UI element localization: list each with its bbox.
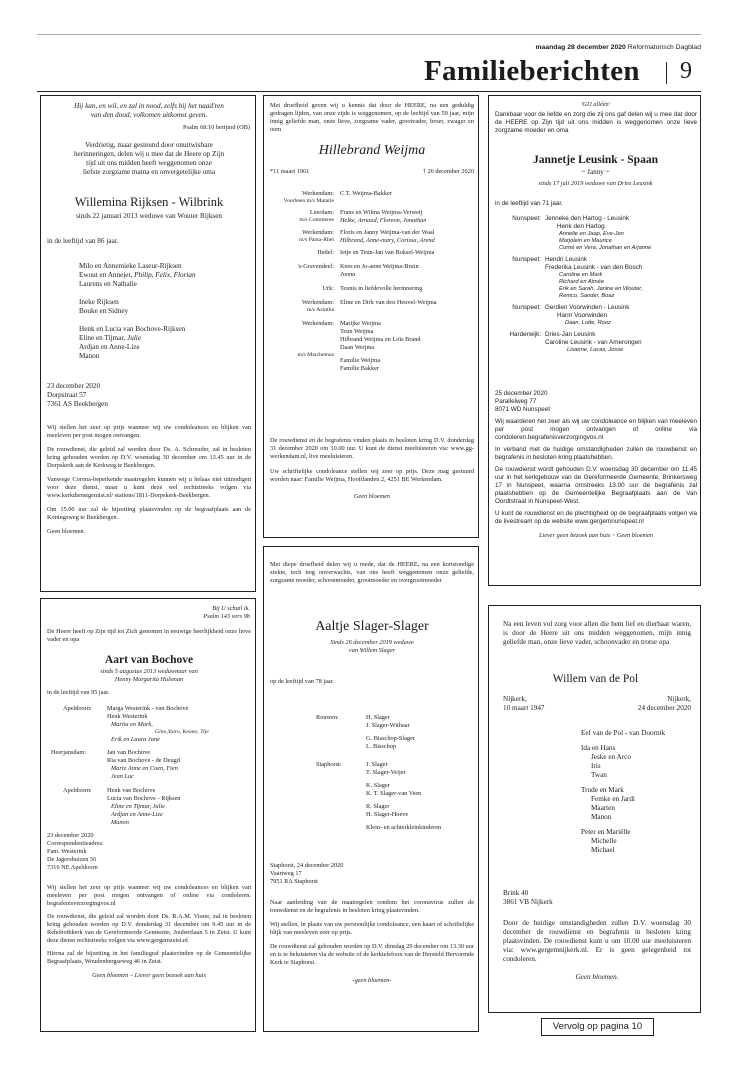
notice-willem [488, 605, 701, 1013]
address-line: 8071 WD Nunspeet [495, 406, 550, 413]
birth-date: *11 maart 1961 [270, 168, 310, 175]
header-date-line [440, 44, 701, 51]
family-line: Jeske en Arco [591, 753, 631, 761]
family-line: Femke en Jardi [591, 795, 635, 803]
family-group [107, 705, 253, 744]
deceased-name: Hillebrand Weijma [318, 143, 426, 158]
closing-note: Geen bloemen [353, 493, 391, 500]
family-line: K. T. Slager-van Veen [366, 790, 422, 797]
place-label: Harderwijk: [509, 331, 541, 338]
family-line: Familie Bakker [340, 365, 379, 372]
intro-line-3: tijd uit ons midden heeft weggenomen onze [86, 159, 212, 167]
notice-aart [40, 598, 256, 1032]
paragraph: Naar aanleiding van de maatregelen rondom het coronavirus zullen de rouwdienst en de begrafenis in besloten kring plaatsvinden. [270, 899, 474, 914]
family-line: Marie Anne en Coen, Fien [111, 765, 178, 772]
ship-label: Voorheen m/s Mutatie [283, 198, 334, 204]
place-label: Werkendam: [301, 229, 334, 236]
address-line: Dorpstraat 57 [47, 391, 87, 399]
family-line [79, 334, 254, 343]
notice-intro [47, 141, 251, 177]
subtitle-line: sinds 5 augustus 2013 weduwnaar van [100, 668, 198, 675]
header-rule [37, 91, 701, 92]
deceased-name: Aart van Bochove [104, 654, 194, 666]
family-name: Eline en Tijmar, [79, 334, 126, 342]
family-line: Jenneke den Hartog - Leusink [545, 215, 630, 222]
subtitle-line: Henny Margarita Hulsman [114, 676, 184, 683]
header-paper: Reformatorisch Dagblad [627, 44, 701, 51]
page-number: 9 [680, 58, 692, 84]
family-line: Daan Weijma [340, 344, 375, 351]
family-line [340, 285, 422, 293]
title-divider [666, 62, 667, 84]
address-line: 7951 RA Staphorst [270, 878, 318, 885]
death-date: † 26 december 2020 [422, 168, 474, 175]
family-line: Harm Voorwinden [557, 312, 608, 319]
paragraph: De rouwdienst zal gehouden worden op D.V. dinsdag 29 december om 13.30 uur en is te beluisteren via de website of de kerktelefoon van de Hersteld Hervormde Kerk te Staphorst. [270, 943, 474, 966]
family-line: Caroline Leusink - van Amerongen [545, 339, 642, 346]
address [503, 889, 553, 907]
notice-text [503, 919, 691, 982]
family-line: Helke, Arnoud, Floreon, Jonathan [340, 217, 427, 224]
family-row [493, 304, 701, 327]
place-label: Heerjansdam: [51, 749, 86, 756]
family-row [268, 190, 476, 205]
notice-text [495, 418, 697, 540]
notice-text [270, 437, 474, 501]
family-line: Ida en Hans [581, 744, 616, 752]
family-row [493, 215, 701, 252]
family-line: H. Slager-Hoeve [366, 811, 409, 818]
family-name: Ewout en Annejet, [79, 271, 133, 279]
family-line: G. Bisschop-Slager [366, 735, 415, 742]
family-group [107, 749, 253, 781]
closing-note: Geen bloemen. [575, 973, 619, 981]
family-line: Corné en Vera, Jonathan en Arjanne [559, 245, 652, 251]
family-line: Frans en Wilma Weijma-Verweij [340, 209, 423, 216]
family-table [493, 215, 701, 354]
family-line: Hilbrand Weijma en Loïs Brand [340, 336, 421, 343]
address-line: De Jagershuizen 56 [47, 856, 97, 863]
family-line: Michelle [591, 837, 617, 845]
family-line: Ietje en Teun-Jan van Boksel-Weijma [340, 249, 435, 256]
family-line: Dries-Jan Leusink [545, 331, 596, 338]
address [270, 862, 343, 886]
address [495, 390, 550, 414]
notice-text [270, 899, 474, 985]
address-line: Correspondentieadres: [47, 840, 104, 847]
family-row [268, 229, 476, 245]
address-line: 23 december 2020 [47, 382, 101, 390]
family-line: Lucia van Bochove - Rijksen [107, 795, 181, 802]
family-line: Henk Westerink [107, 713, 148, 720]
family-line: Iris [591, 762, 601, 770]
notice-text [47, 884, 251, 980]
family-line: Gino,Yairo, Keano, Tije [155, 729, 209, 735]
place-label: Nunspeet: [512, 256, 541, 263]
family-row [268, 299, 476, 314]
family-line: Eline en Dirk van den Heuvel-Weijma [340, 299, 437, 306]
family-line: Daan, Lotte, Rooz [565, 320, 611, 326]
family-line: Erik en Sarah, Janine en Wouter, [559, 286, 643, 292]
family-line: Manon [591, 813, 612, 821]
family-line: Annelie en Jaap, Eve-Jen [559, 231, 624, 237]
family-line: Hendri Leusink [545, 256, 588, 263]
family-line: Familie Weijma [340, 357, 381, 364]
deceased-subtitle [45, 668, 253, 684]
continued-on-page-link[interactable] [541, 1018, 654, 1036]
family-line: Marijke Weijma [340, 320, 381, 327]
family-row [268, 263, 476, 279]
family-line: Lisanne, Lucas, Josse [567, 347, 624, 353]
deceased-name: Willemina Rijksen - Wilbrink [74, 195, 224, 209]
notice-jannetje [488, 95, 701, 586]
quote-reference: Psalm 68:10 berijmd (OB) [183, 124, 250, 131]
notice-intro: Dankbaar voor de liefde en zorg die zij ons gaf delen wij u mee dat door de HEERE op Zijn tijd uit ons midden is weggenomen onze lieve zorgzame moeder en oma [495, 111, 697, 134]
death-info [589, 695, 691, 713]
closing-note: Geen bloemen – Liever geen bezoek aan huis [92, 972, 206, 979]
birth-place: Nijkerk, [503, 695, 527, 703]
family-line: Ardjan en Anne-Lize [79, 343, 140, 351]
family-line: Michael [591, 846, 615, 854]
family-row [268, 209, 476, 225]
deceased-age: in de leeftijd van 95 jaar. [47, 689, 110, 696]
family-line: Henk en Lucia van Bochove-Rijksen [79, 325, 186, 333]
place-label: Werkendam: [301, 190, 334, 197]
quote-line-2: Psalm 143 vers 9b [203, 613, 250, 620]
family-line: Richard en Aimée [559, 279, 604, 285]
paragraph: In verband met de huidige omstandigheden zullen de rouwdienst en begrafenis in besloten kring plaatshebben. [495, 446, 697, 461]
family-line: J. Slager [366, 761, 388, 768]
family-line: Ria van Bochove - de Deugd [107, 757, 180, 764]
place-label: Werkendam: [301, 320, 334, 327]
ship-label: m/s Commeree [299, 217, 334, 223]
closing-note: Geen bloemen. [47, 528, 86, 535]
place-label: Staphorst: [316, 761, 342, 768]
address-line: 7316 NE Apeldoorn [47, 864, 98, 871]
intro-line-1: Verdrietig, maar gesteund door onuitwisbare [85, 141, 213, 149]
address-line: Fam. Westerink [47, 848, 87, 855]
family-line: Ineke Rijksen [79, 298, 119, 306]
intro-line-2: herinneringen, delen wij u mee dat de Heere op Zijn [73, 150, 225, 158]
deceased-age: op de leeftijd van 78 jaar. [270, 678, 334, 685]
deceased-nickname: ~ Janny ~ [581, 168, 610, 176]
deceased-age: in de leeftijd van 71 jaar. [495, 200, 563, 207]
notice-quote [47, 102, 251, 120]
address-line: Brink 40 [503, 889, 529, 897]
notice-text [47, 424, 251, 536]
family-line [79, 271, 254, 280]
deceased-name: Willem van de Pol [552, 673, 639, 685]
quote-line-2: van den dood, volkomen uitkomst geven. [90, 111, 208, 119]
family-line: Eline en Tijmar, Julie [111, 803, 165, 810]
deceased-name: Aaltje Slager-Slager [315, 619, 429, 634]
deceased-age: in de leeftijd van 86 jaar. [47, 237, 119, 245]
address-line: Parallelweg 77 [495, 398, 537, 405]
deceased-subtitle [268, 639, 476, 655]
family-line: Marita en Mark, [111, 721, 153, 728]
family-line: Floris en Janny Weijma-van der Waal [340, 229, 435, 236]
paragraph: Wij stellen het zeer op prijs wanneer wij uw condoleances en blijken van meeleven per post mogen ontvangen. [47, 424, 251, 439]
address-line: 7361 AS Beekbergen [47, 400, 108, 408]
address-line: Staphorst, 24 december 2020 [270, 862, 344, 869]
family-line: Marga Westerink - van Bochove [107, 705, 189, 712]
family-line: Jean Luc [111, 773, 134, 780]
notice-intro: De Heere heeft op Zijn tijd tot Zich genomen in eeuwige heerlijkheid onze lieve vader en opa [47, 628, 251, 643]
birth-info [503, 695, 545, 713]
paragraph: Vanwege Corona-beperkende maatregelen kunnen wij u helaas niet uitnodigen voor deze dienst, maar u kunt deze wel rechtstreeks volgen via www.kerkdienstgemist.nl/ stations/1811-Dorpskerk-Beekbergen. [47, 476, 251, 499]
family-row [268, 285, 476, 293]
family-line: Twan [591, 771, 607, 779]
family-line: Teun Weijma [340, 328, 374, 335]
family-name: Teunis in liefdevolle herinnering [340, 285, 423, 292]
address-line: 3861 VB Nijkerk [503, 898, 553, 906]
paragraph: Wij stellen, in plaats van uw persoonlijke condoleance, een kaart of schriftelijke blijk van meeleven zeer op prijs. [270, 921, 474, 936]
address [47, 832, 104, 872]
closing-note: -geen bloemen- [352, 977, 392, 984]
section-title: Familieberichten [424, 55, 640, 87]
family-group [366, 714, 476, 751]
place-label: Urk: [322, 285, 334, 292]
family-line: C.T. Weijma-Bakker [340, 190, 392, 197]
place-label: Nunspeet: [512, 215, 541, 222]
ship-label: m/s Panta-Rhei [299, 237, 334, 243]
header-date: maandag 28 december 2020 [535, 44, 626, 51]
place-label: Apeldoorn: [63, 705, 92, 712]
family-line: Marjolein en Maurice [559, 238, 612, 244]
birth-date: 10 maart 1947 [503, 704, 545, 712]
family-line: Manon [79, 352, 100, 360]
family-line: Caroline en Mark [559, 272, 603, 278]
family-row [493, 331, 701, 354]
family-row [268, 249, 476, 257]
quote-line-1: Bij U schuil ik. [212, 605, 250, 612]
place-label: Hedel: [317, 249, 334, 256]
family-line: Laurens en Nathalie [79, 280, 137, 288]
family-line: Erik en Laura Jane [111, 736, 160, 743]
paragraph: Wij stellen het zeer op prijs wanneer wij uw condoleances en blijken van meeleven per post mogen ontvangen of online via condoleren. begrafenisverzorgingvos.nl [47, 884, 251, 907]
paragraph: Om 15.00 uur zal de bijzetting plaatsvinden op de begraafplaats aan de Koningsweg te Beekbergen. [47, 506, 251, 521]
intro-line-4: liefste zorgzame mama en onvergetelijke oma [82, 168, 216, 176]
family-row [268, 320, 476, 373]
family-line: Henk van Bochove [107, 787, 156, 794]
paragraph: Uw schriftelijke condoleance stellen wij zeer op prijs. Deze mag gestuurd worden naar: Familie Weijma, Hooftlanden 2, 4251 BE Werkendam. [270, 468, 474, 483]
family-line: L. Bisschop [366, 743, 397, 750]
paragraph: De rouwdienst wordt gehouden D.V. woensdag 30 december om 11.45 uur in het kerkgebouw van de Gereformeerde Gemeente, Brinkersweg 17 in Nunspeet, waarna omstreeks 13.00 uur de begrafenis zal plaatshebben op de Gemeentelijke Begraafplaats aan de Van Oordtstraat in Nunspeet-West. [495, 466, 697, 505]
family-line: Trude en Mark [581, 786, 624, 794]
family-line: Eef van de Pol - van Doornik [581, 729, 666, 737]
family-line: Remco, Sander, Boaz [559, 293, 615, 299]
paragraph: De rouwdienst en de begrafenis vinden plaats in besloten kring D.V. donderdag 31 december 2020 om 10.00 uur. U kunt de dienst meeluisteren via: www.gg-werkendam.nl, live meeluisteren. [270, 437, 474, 460]
family-row [493, 256, 701, 300]
family-line: Gerdien Voorwinden - Leusink [545, 304, 630, 311]
paragraph: De rouwdienst, die geleid zal worden door Ds. R.A.M. Visser, zal in besloten kring gehouden worden op D.V. donderdag 31 december om 9.45 uur in de Rehobothkerk van de Gereformeerde Gemeente, Joubertlaan 5 in Zeist. U kunt deze dienst rechtstreeks volgen via www.gergemzeist.nl [47, 913, 251, 944]
family-line: Jan van Bochove [107, 749, 151, 756]
family-list [79, 262, 254, 361]
address [47, 382, 108, 409]
family-line: Jonna [340, 271, 356, 278]
family-line: T. Slager-Veijer [366, 769, 406, 776]
deceased-subtitle: sinds 22 januari 2013 weduwe van Wouter Rijksen [75, 212, 222, 220]
family-list [581, 729, 696, 855]
family-children: Philip, Felix, Florian [134, 271, 196, 279]
place-label: 's-Gravendeel: [297, 263, 334, 270]
family-children: Julie [127, 334, 141, 342]
closing-note: Liever geen bezoek aan huis ~ Geen bloemen [538, 532, 654, 539]
death-date: 24 december 2020 [637, 704, 691, 712]
subtitle-line: Sinds 26 december 2019 weduwe [330, 639, 414, 646]
deceased-name: Jannetje Leusink - Spaan [533, 154, 658, 166]
family-line: Klein- en achterkleinkinderen [366, 824, 442, 831]
family-line: Bouke en Sidney [79, 307, 129, 315]
family-line: J. Slager-Withaar [366, 722, 410, 729]
notice-intro: Met diepe droefheid delen wij u mede, dat de HEERE, na een kortstondige ziekte, toch nog onverwachts, van ons heeft weggenomen onze geliefde, zorgzame moeder, schoonmoeder, grootmoeder en overgrootmoeder [270, 561, 474, 584]
address-line: 25 december 2020 [495, 390, 548, 397]
family-group [107, 787, 253, 827]
family-line: Kees en Jo-anne Weijma-Bruin [340, 263, 419, 270]
family-line: Manon [111, 819, 129, 826]
subtitle-line: van Willem Slager [348, 647, 396, 654]
family-table [268, 190, 476, 373]
family-line: Maarten [591, 804, 615, 812]
family-line: R. Slager [366, 803, 390, 810]
family-line: Henk den Hartog [557, 223, 605, 230]
ship-label: m/s Marchemos [297, 352, 334, 358]
deceased-subtitle: sinds 17 juli 2019 weduwe van Dries Leusink [538, 180, 653, 187]
place-label: Apeldoorn: [63, 787, 92, 794]
paragraph: Hierna zal de bijzetting in het familiegraf plaatsvinden op de Gemeentelijke Begraafplaats, Woudenbergseweg 46 in Zeist. [47, 950, 251, 965]
paragraph: Door de huidige omstandigheden zullen D.V. woensdag 30 december de rouwdienst en begrafenis in besloten kring plaatsvinden. De rouwdienst kunt u om 10.00 uur meeluisteren via: www.gergemnijkerk.nl. Er is geen gelegenheid tot condoleren. [503, 919, 691, 963]
notice-willemina [40, 95, 256, 592]
notice-aaltje [263, 546, 479, 1032]
notice-intro: Met droefheid geven wij u kennis dat door de HEERE, na een geduldig gedragen lijden, van onze zijde is weggenomen, op de leeftijd van 59 jaar, mijn innig geliefde man, onze lieve, zorgzame vader, grootvader, broer, zwager en oom [270, 102, 474, 133]
place-label: Nunspeet: [512, 304, 541, 311]
notice-quote: 'GIJ alléén' [580, 101, 611, 108]
family-line: Ardjan en Anne-Lize [111, 811, 163, 818]
address-line: Vaartweg 17 [270, 870, 302, 877]
paragraph: Wij waarderen het zeer als wij uw condoleance en blijken van meeleven per post mogen ontvangen of online via condoleren.begrafenisverzorgingvos.nl [495, 418, 697, 441]
family-group [366, 761, 476, 832]
paragraph: U kunt de rouwdienst en de plechtigheid op de begraafplaats volgen via de livestream op de website www.gergemnunspeet.nl [495, 510, 697, 525]
place-label: Werkendam: [301, 299, 334, 306]
paragraph: De rouwdienst, die geleid zal worden door Ds. A. Schreuder, zal in besloten kring gehouden worden op D.V. woensdag 30 december om 13.45 uur in de Dorpskerk aan de Kerkweg te Beekbergen. [47, 446, 251, 469]
family-line: Milo en Annemieke Laseur-Rijksen [79, 262, 182, 270]
family-line: K. Slager [366, 782, 390, 789]
address-line: 23 december 2020 [47, 832, 94, 839]
place-label: Leerdam: [309, 209, 334, 216]
top-rule [37, 34, 701, 35]
family-line: H. Slager [366, 714, 390, 721]
death-place: Nijkerk, [667, 695, 691, 703]
notice-quote [47, 605, 250, 621]
notice-hillebrand [263, 95, 479, 538]
ship-label: m/s Asintha [306, 307, 334, 313]
continued-label: Vervolg op pagina 10 [552, 1021, 643, 1032]
quote-line-1: Hij kan, en wil, en zal in nood, zelfs bij het naad'ren [74, 102, 224, 110]
family-line: Frederika Leusink - van den Bosch [545, 264, 643, 271]
family-line: Peter en Mariëlle [581, 828, 631, 836]
family-line: Hilbrand, Anne-mary, Corissa, Arend [340, 237, 435, 244]
notice-intro: Na een leven vol zorg voor allen die hem lief en dierbaar waren, is door de Heere uit ons midden weggenomen, mijn innig geliefde man, onze lieve vader, schoonvader en trotse opa [503, 620, 691, 646]
place-label: Rouwen: [316, 714, 339, 721]
